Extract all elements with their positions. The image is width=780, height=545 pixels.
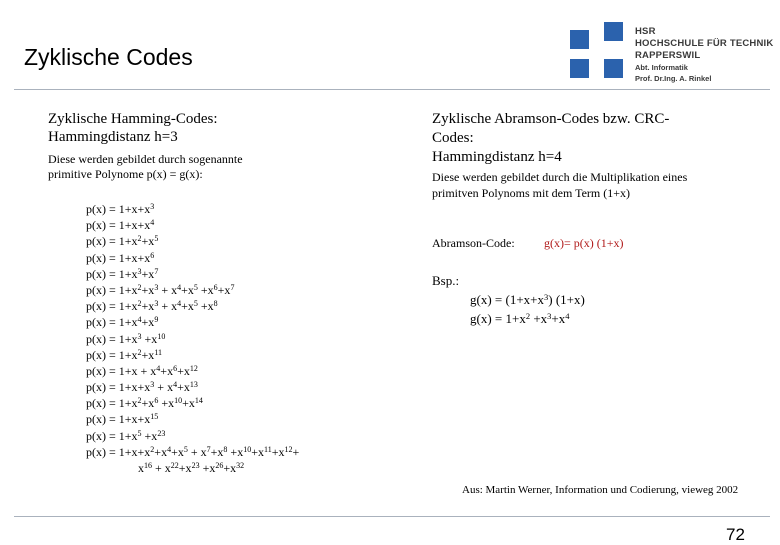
exponent: 3 [137, 331, 142, 341]
polynomial-row: $p(x) = 1+x^5 +x^{23}$ [86, 428, 166, 443]
polynomial-row: $p(x) = 1+x + x^4+x^6+x^{12}$ [86, 363, 198, 378]
exponent: 4 [173, 380, 178, 390]
example-equation: $g(x) = 1+x^2 +x^3+x^4$ [470, 311, 570, 326]
exponent: 13 [189, 380, 198, 390]
logo-text-line: HOCHSCHULE FÜR TECHNIK [635, 38, 774, 49]
exponent: 4 [177, 299, 182, 309]
exponent: 6 [150, 250, 155, 260]
polynomial-row: $p(x) = 1+x^2+x^3 + x^4+x^5 +x^8$ [86, 299, 218, 314]
example-equation: $g(x) = (1+x+x^3)$ (1+x) [470, 292, 585, 307]
exponent: 3 [543, 292, 549, 302]
page-number: 72 [726, 525, 745, 544]
exponent: 23 [191, 461, 200, 470]
polynomial-row: $p(x) = 1+x+x^4$ [86, 218, 155, 233]
polynomial-row: $p(x) = 1+x^2+x^{11}$ [86, 347, 163, 362]
example-label: Bsp.: [432, 273, 460, 288]
abramson-code-label: Abramson-Code: [432, 236, 515, 250]
abramson-heading: Codes: [432, 130, 474, 146]
exponent: 22 [170, 461, 179, 470]
hamming-intro: primitive Polynome p(x) = g(x): [48, 167, 203, 181]
polynomial-row: $p(x) = 1+x^2+x^5$ [86, 234, 159, 249]
exponent: 5 [193, 299, 198, 309]
exponent: 10 [243, 444, 252, 454]
polynomial-row: $p(x) = 1+x+x^3 + x^4+x^{13}$ [86, 380, 198, 395]
exponent: 7 [230, 282, 235, 292]
logo-square-icon [570, 30, 589, 49]
polynomial-row: $p(x) = 1+x+x^6$ [86, 250, 155, 265]
exponent: 2 [137, 234, 142, 244]
polynomial-row-continuation: $x^{16} + x^{22}+x^{23} +x^{26}+x^{32}$ [138, 461, 245, 475]
logo-square-icon [570, 59, 589, 78]
abramson-intro: primitven Polynoms mit dem Term (1+x) [432, 186, 631, 200]
polynomial-row: $p(x) = 1+x^2+x^3 + x^4+x^5 +x^6+x^7$ [86, 282, 235, 297]
exponent: 16 [144, 461, 152, 470]
exponent: 2 [137, 347, 142, 357]
exponent: 5 [137, 428, 142, 438]
exponent: 4 [177, 282, 182, 292]
exponent: 26 [215, 461, 224, 470]
polynomial-row: $p(x) = 1+x^4+x^9$ [86, 315, 159, 330]
polynomial-row: $p(x) = 1+x+x^{15}$ [86, 412, 159, 427]
exponent: 2 [525, 311, 531, 321]
exponent: 10 [174, 396, 183, 406]
exponent: 5 [154, 234, 159, 244]
logo-square-icon [604, 22, 623, 41]
exponent: 3 [154, 299, 159, 309]
logo-department: Abt. Informatik [635, 63, 688, 72]
exponent: 3 [137, 266, 142, 276]
exponent: 32 [236, 461, 245, 470]
exponent: 4 [137, 315, 142, 325]
exponent: 4 [167, 444, 172, 454]
exponent: 4 [156, 363, 161, 373]
polynomial-row: $p(x) = 1+x^2+x^6 +x^{10}+x^{14}$ [86, 396, 203, 411]
hamming-heading: Zyklische Hamming-Codes: [48, 111, 218, 127]
exponent: 12 [189, 363, 198, 373]
primitive-polynomial-list [86, 201, 386, 476]
exponent: 4 [150, 218, 155, 228]
exponent: 2 [137, 299, 142, 309]
header-divider [14, 89, 770, 90]
exponent: 15 [150, 412, 159, 422]
exponent: 14 [194, 396, 203, 406]
exponent: 6 [213, 282, 218, 292]
exponent: 3 [150, 202, 155, 211]
exponent: 2 [150, 444, 155, 454]
exponent: 8 [223, 444, 228, 454]
exponent: 2 [137, 282, 142, 292]
logo-square-icon [604, 59, 623, 78]
footer-divider [14, 516, 770, 517]
exponent: 6 [173, 363, 178, 373]
polynomial-row: $p(x) = 1+x+x^2+x^4+x^5 + x^7+x^8 +x^{10}+x^{11}+x^{12}+$ [86, 444, 300, 459]
exponent: 7 [154, 266, 159, 276]
exponent: 7 [206, 444, 211, 454]
slide-title: Zyklische Codes [24, 44, 193, 70]
source-citation: Aus: Martin Werner, Information und Codierung, vieweg 2002 [462, 484, 739, 496]
exponent: 8 [213, 299, 218, 309]
exponent: 3 [154, 282, 159, 292]
logo-author: Prof. Dr.Ing. A. Rinkel [635, 74, 712, 83]
exponent: 23 [157, 428, 166, 438]
abramson-heading: Zyklische Abramson-Codes bzw. CRC- [432, 111, 670, 127]
polynomial-row: $p(x) = 1+x^3+x^7$ [86, 266, 159, 281]
polynomial-row: $p(x) = 1+x+x^3$ [86, 202, 155, 216]
logo-text-line: RAPPERSWIL [635, 50, 701, 61]
polynomial-row: $p(x) = 1+x^3 +x^{10}$ [86, 331, 166, 346]
exponent: 5 [193, 282, 198, 292]
exponent: 9 [154, 315, 159, 325]
exponent: 3 [547, 311, 552, 321]
logo-text-line: HSR [635, 26, 656, 37]
hamming-distance: Hammingdistanz h=3 [48, 129, 178, 145]
exponent: 11 [154, 347, 163, 357]
exponent: 4 [565, 311, 570, 321]
exponent: 11 [263, 444, 272, 454]
exponent: 2 [137, 396, 142, 406]
hamming-intro: Diese werden gebildet durch sogenannte [48, 152, 243, 166]
hsr-logo [568, 22, 774, 84]
abramson-distance: Hammingdistanz h=4 [432, 149, 562, 165]
exponent: 6 [154, 396, 159, 406]
exponent: 10 [157, 331, 166, 341]
exponent: 3 [150, 380, 155, 390]
exponent: 5 [183, 444, 188, 454]
abramson-intro: Diese werden gebildet durch die Multiplikation eines [432, 170, 688, 184]
abramson-code-formula: g(x)= p(x) (1+x) [544, 236, 624, 250]
exponent: 12 [284, 444, 293, 454]
